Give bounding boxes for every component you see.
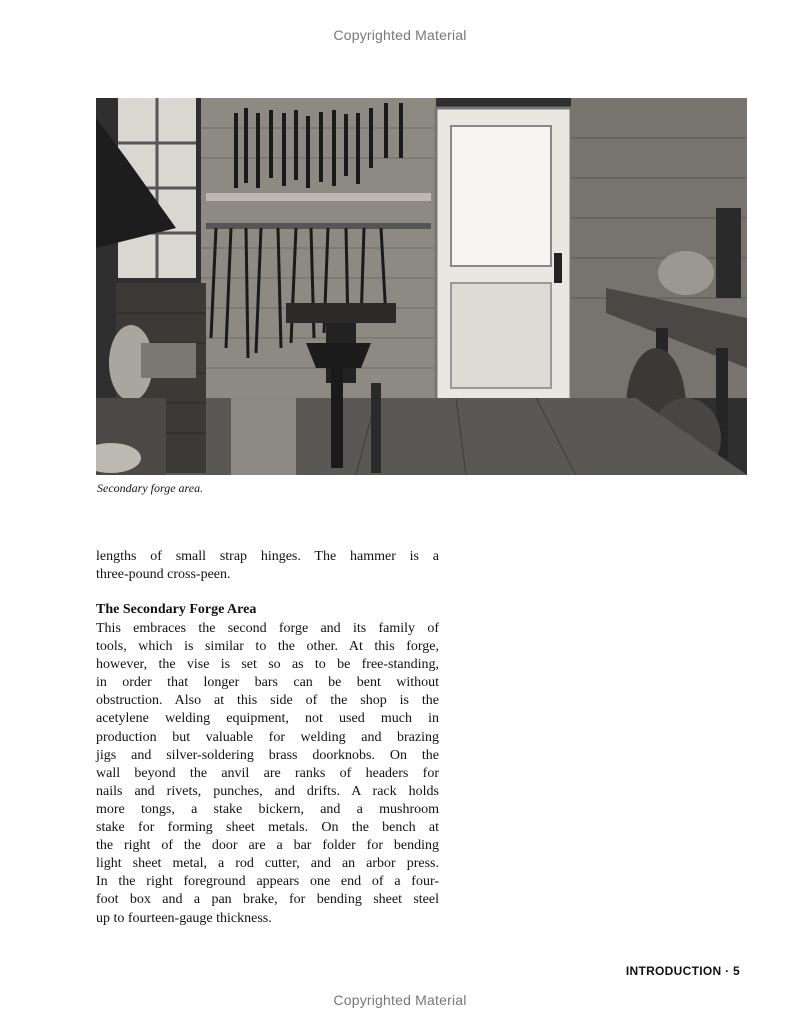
watermark-top: Copyrighted Material [333,27,467,43]
text-line: in order that longer bars can be bent without [96,675,439,691]
photo-illustration [96,98,747,475]
text-line: the right of the door are a bar folder for bending [96,838,439,854]
text-line: light sheet metal, a rod cutter, and an arbor press. [96,856,439,872]
page-number: 5 [733,964,740,978]
text-line: This embraces the second forge and its family of [96,621,439,636]
text-line: three-pound cross-peen. [96,567,231,583]
text-line: wall beyond the anvil are ranks of headers for [96,765,439,781]
text-line: production but valuable for welding and brazing [96,729,439,745]
secondary-forge-photo [96,98,747,475]
text-line: In the right foreground appears one end of a four- [96,874,439,890]
intro-paragraph [96,548,439,584]
watermark-bottom: Copyrighted Material [333,992,467,1008]
text-line: lengths of small strap hinges. The hammer is a [96,549,439,564]
text-line: up to fourteen-gauge thickness. [96,910,272,926]
figure-caption: Secondary forge area. [97,481,204,495]
section-heading: The Secondary Forge Area [96,602,257,617]
text-line: however, the vise is set so as to be free-standing, [96,657,439,673]
text-line: more tongs, a stake bickern, and a mushroom [96,801,439,817]
text-line: stake for forming sheet metals. On the bench at [96,820,439,836]
footer-separator: · [725,964,730,978]
text-line: acetylene welding equipment, not used much in [96,711,439,727]
section-paragraph [96,620,439,928]
text-line: tools, which is similar to the other. At this forge, [96,639,439,655]
page-footer [626,964,740,978]
text-line: nails and rivets, punches, and drifts. A rack holds [96,783,439,799]
text-line: obstruction. Also at this side of the shop is the [96,693,439,709]
text-line: foot box and a pan brake, for bending sheet steel [96,892,439,908]
running-head: INTRODUCTION [625,964,722,978]
text-line: jigs and silver-soldering brass doorknobs. On the [96,747,439,763]
